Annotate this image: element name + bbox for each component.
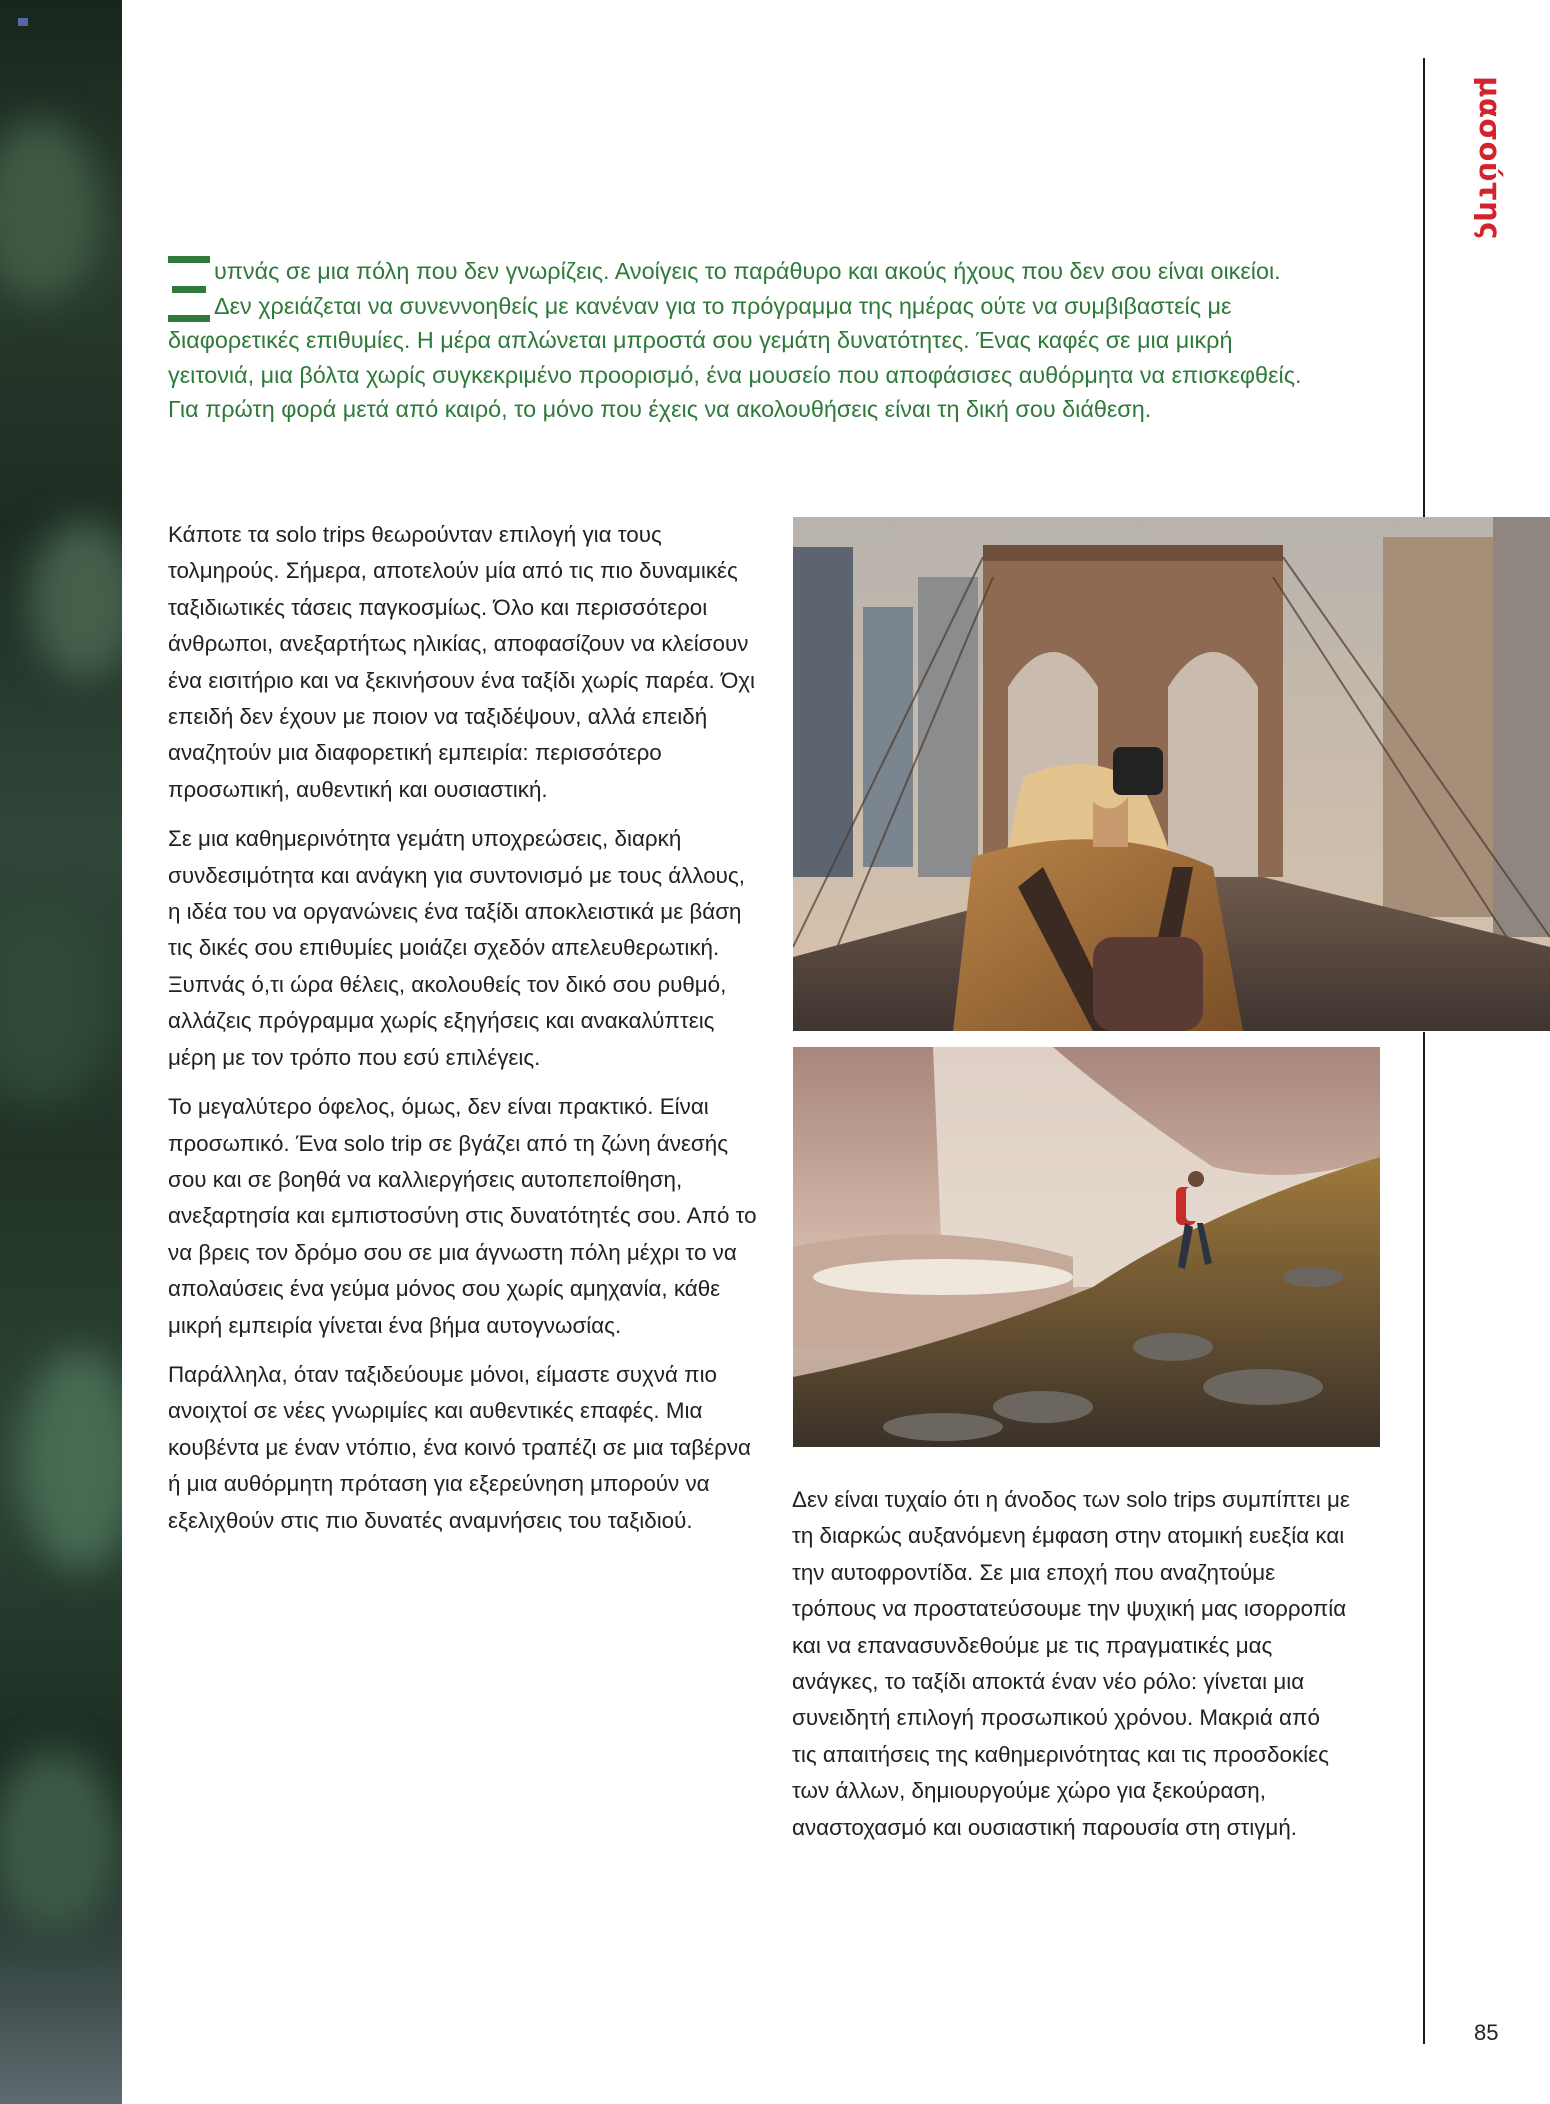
intro-line: Για πρώτη φορά μετά από καιρό, το μόνο που έχεις να ακολουθήσεις είναι τη δική σου διάθεση. bbox=[168, 396, 1152, 422]
body-paragraph: Παράλληλα, όταν ταξιδεύουμε μόνοι, είμαστε συχνά πιο ανοιχτοί σε νέες γνωριμίες και αυθεντικές επαφές. Μια κουβέντα με έναν ντόπιο, ένα κοινό τραπέζι σε μια ταβέρνα ή μια αυθόρμητη πρόταση για εξερεύνηση μπορούν να εξελιχθούν στις πιο δυνατές αναμνήσεις του ταξιδιού. bbox=[168, 1361, 751, 1533]
body-paragraph: Το μεγαλύτερο όφελος, όμως, δεν είναι πρακτικό. Είναι προσωπικό. Ένα solo trip σε βγάζει από τη ζώνη άνεσής σου και σε βοηθά να καλλιεργήσεις αυτοπεποίθηση, ανεξαρτησία και εμπιστοσύνη στις δυνατότητές σου. Από το να βρεις τον δρόμο σου σε μια άγνωστη πόλη μέχρι το να απολαύσεις ένα γεύμα μόνος σου χωρίς αμηχανία, κάθε μικρή εμπειρία γίνεται ένα βήμα αυτογνωσίας. bbox=[168, 1094, 757, 1338]
hiker-photo bbox=[793, 1047, 1380, 1447]
intro-line: υπνάς σε μια πόλη που δεν γνωρίζεις. Ανοίγεις το παράθυρο και ακούς ήχους που δεν σου είναι οικείοι. bbox=[214, 258, 1281, 284]
intro-line: διαφορετικές επιθυμίες. Η μέρα απλώνεται μπροστά σου γεμάτη δυνατότητες. Ένας καφές σε μια μικρή bbox=[168, 327, 1233, 353]
left-column bbox=[168, 517, 758, 1552]
right-column bbox=[792, 1482, 1350, 1859]
body-paragraph: Δεν είναι τυχαίο ότι η άνοδος των solo trips συμπίπτει με τη διαρκώς αυξανόμενη έμφαση στην ατομική ευεξία και την αυτοφροντίδα. Σε μια εποχή που αναζητούμε τρόπους να προστατεύσουμε την ψυχική μας ισορροπία και να επανασυνδεθούμε με τις πραγματικές μας ανάγκες, το ταξίδι αποκτά έναν νέο ρόλο: γίνεται μια συνειδητή επιλογή προσωπικού χρόνου. Μακριά από τις απαιτήσεις της καθημερινότητας και τις προσδοκίες των άλλων, δημιουργούμε χώρο για ξεκούραση, αναστοχασμό και ουσιαστική παρουσία στη στιγμή. bbox=[792, 1487, 1350, 1840]
intro-paragraph bbox=[168, 254, 1390, 427]
body-paragraph: Σε μια καθημερινότητα γεμάτη υποχρεώσεις, διαρκή συνδεσιμότητα και ανάγκη για συντονισμό με τους άλλους, η ιδέα του να οργανώνεις ένα ταξίδι αποκλειστικά με βάση τις δικές σου επιθυμίες μοιάζει σχεδόν απελευθερωτική. Ξυπνάς ό,τι ώρα θέλεις, ακολουθείς τον δικό σου ρυθμό, αλλάζεις πρόγραμμα χωρίς εξηγήσεις και ανακαλύπτεις μέρη με τον τρόπο που εσύ επιλέγεις. bbox=[168, 826, 745, 1070]
intro-line: Δεν χρειάζεται να συνεννοηθείς με κανέναν για το πρόγραμμα της ημέρας ούτε να συμβιβαστείς με bbox=[214, 292, 1232, 319]
bridge-photo bbox=[793, 517, 1550, 1031]
page-number: 85 bbox=[1474, 2020, 1499, 2045]
brand-name: μασούτης bbox=[1473, 76, 1507, 240]
divider-line-top bbox=[1423, 58, 1425, 518]
body-paragraph: Κάποτε τα solo trips θεωρούνταν επιλογή για τους τολμηρούς. Σήμερα, αποτελούν μία από τις πιο δυναμικές ταξιδιωτικές τάσεις παγκοσμίως. Όλο και περισσότεροι άνθρωποι, ανεξαρτήτως ηλικίας, αποφασίζουν να κλείσουν ένα εισιτήριο και να ξεκινήσουν ένα ταξίδι χωρίς παρέα. Όχι επειδή δεν έχουν με ποιον να ταξιδέψουν, αλλά επειδή αναζητούν μια διαφορετική εμπειρία: περισσότερο προσωπική, αυθεντική και ουσιαστική. bbox=[168, 522, 756, 802]
divider-line-bottom bbox=[1423, 1032, 1425, 2044]
flag-icon bbox=[18, 18, 28, 26]
intro-line: γειτονιά, μια βόλτα χωρίς συγκεκριμένο προορισμό, ένα μουσείο που αποφάσισες αυθόρμητα να επισκεφθείς. bbox=[168, 361, 1302, 388]
left-photo-strip bbox=[0, 0, 122, 2104]
brand-logo bbox=[1470, 58, 1510, 258]
